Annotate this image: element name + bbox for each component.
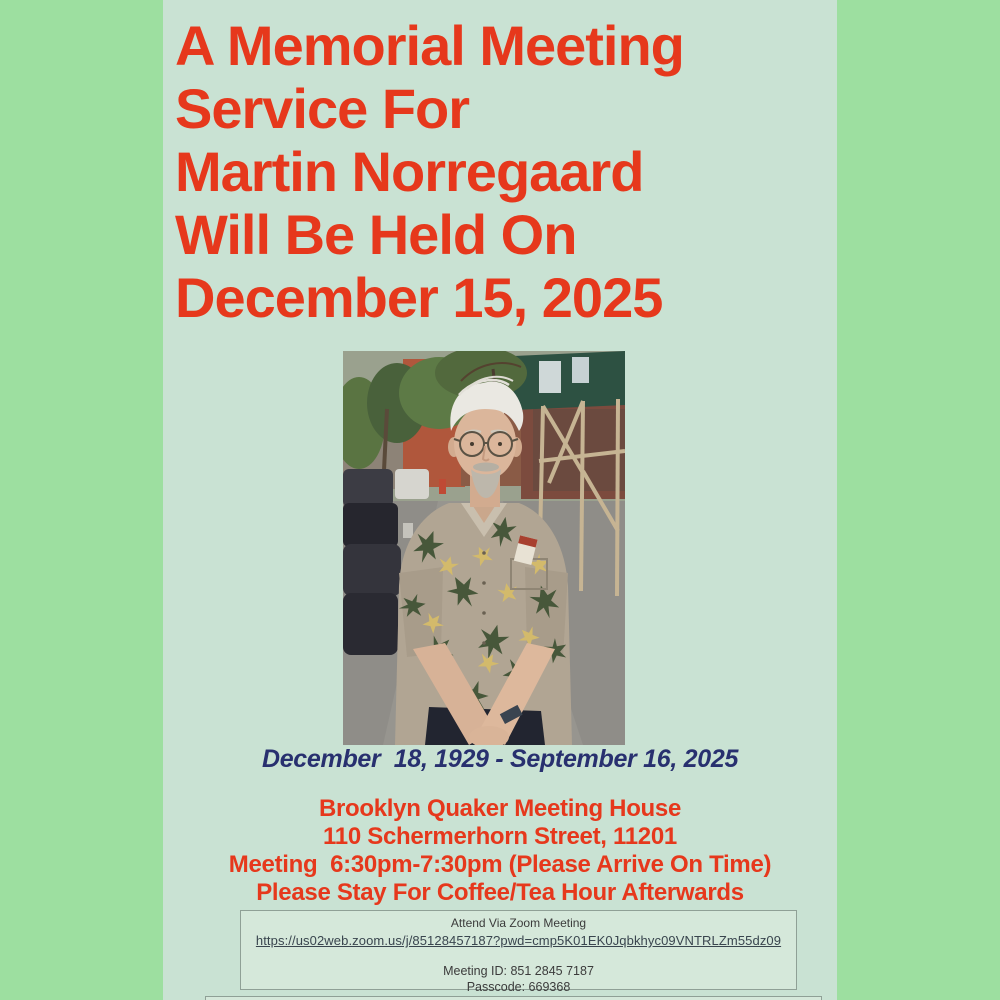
venue-time: Meeting 6:30pm-7:30pm (Please Arrive On Time) xyxy=(228,851,772,878)
zoom-meeting-link[interactable]: https://us02web.zoom.us/j/85128457187?pwd=cmp5K01EK0Jqbkhyc09VNTRLZm55dz09 xyxy=(255,933,782,948)
zoom-meeting-panel xyxy=(240,910,797,994)
cropped-bottom-panel xyxy=(205,996,822,1000)
poster-title xyxy=(175,14,825,329)
title-line-1: A Memorial Meeting xyxy=(175,14,684,77)
life-dates: December 18, 1929 - September 16, 2025 xyxy=(261,745,739,773)
venue-address: 110 Schermerhorn Street, 11201 xyxy=(323,823,677,850)
venue-details xyxy=(163,795,837,907)
zoom-passcode: Passcode: 669368 xyxy=(466,980,571,994)
zoom-meeting-id: Meeting ID: 851 2845 7187 xyxy=(443,964,594,978)
zoom-panel-title: Attend Via Zoom Meeting xyxy=(450,916,587,930)
title-line-3: Martin Norregaard xyxy=(175,140,644,203)
title-line-2: Service For xyxy=(175,77,470,140)
title-line-5: December 15, 2025 xyxy=(175,266,663,329)
venue-name: Brooklyn Quaker Meeting House xyxy=(318,795,682,822)
title-line-4: Will Be Held On xyxy=(175,203,577,266)
venue-reception-note: Please Stay For Coffee/Tea Hour Afterwards xyxy=(256,879,744,906)
memorial-photo xyxy=(343,351,625,745)
memorial-poster xyxy=(163,0,837,1000)
